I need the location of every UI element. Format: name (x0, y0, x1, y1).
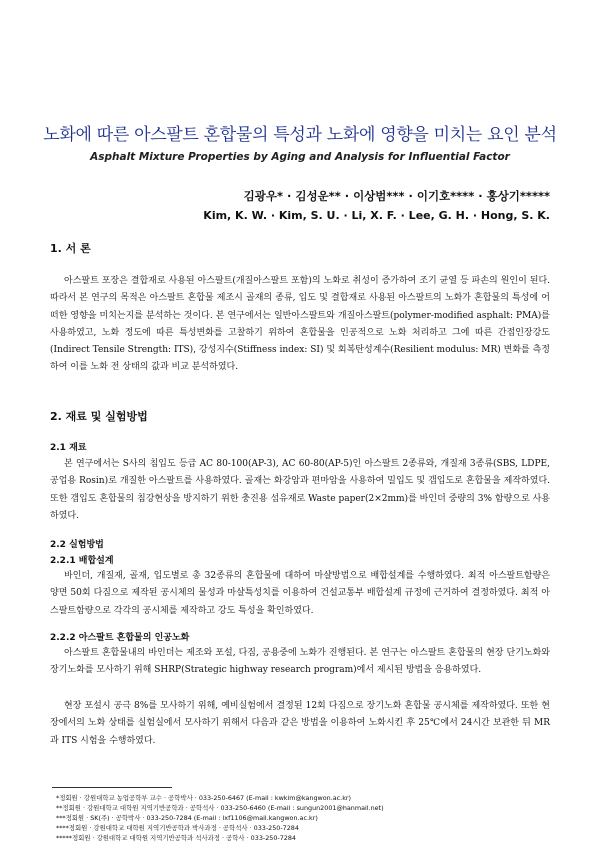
authors-korean: 김광우* · 김성운** · 이상범*** · 이기호**** · 홍상기***** (243, 189, 550, 203)
section-heading-intro: 1. 서 론 (50, 242, 91, 255)
footnote-divider (52, 787, 172, 788)
footnote-4: ****정회원 · 강원대학교 대학원 지역기반공학과 박사과정 · 공학석사 · 033-250-7284 (56, 824, 299, 833)
footnotes (56, 793, 556, 843)
intro-paragraph: 아스팔트 포장은 결합재로 사용된 아스팔트(개질아스팔트 포함)의 노화로 취성이 증가하여 조기 균열 등 파손의 원인이 된다. 따라서 본 연구의 목적은 아스팔트 혼합물 제조시 골재의 종류, 입도 및 결합재로 사용된 아스팔트의 노화가 혼합물의 특성에 어떠한 영향을 미치는지를 분석하는 것이다. 본 연구에서는 일반아스팔트와 개질아스팔트(polymer-modified asphalt: PMA)를 사용하였고, 노화 정도에 따른 특성변화를 고찰하기 위하여 혼합물을 인공적으로 노화 처리하고 그에 따른 간접인장강도(Indirect Tensile Strength: ITS), 강성지수(Stiffness index: SI) 및 회복탄성계수(Resilient modulus: MR) 변화를 측정하여 이를 노화 전 상태의 값과 비교 분석하였다. (50, 276, 550, 373)
footnote-2: **정회원 · 강원대학교 대학원 지역기반공학과 · 공학석사 · 033-250-6460 (E-mail : sungun2001@hanmail.net) (56, 804, 384, 813)
subsection-heading-aging: 2.2.2 아스팔트 혼합물의 인공노화 (50, 633, 190, 643)
title-korean: 노화에 따른 아스팔트 혼합물의 특성과 노화에 영향을 미치는 요인 분석 (43, 125, 557, 145)
subsection-heading-mix-design: 2.2.1 배합설계 (50, 556, 114, 566)
footnote-3: ***정회원 · SK(주) · 공학박사 · 033-250-7284 (E-mail : lxf1106@mail.kangwon.ac.kr) (56, 814, 318, 823)
mix-design-paragraph: 바인더, 개질재, 골재, 입도별로 총 32종류의 혼합물에 대하여 마샬방법으로 배합설계를 수행하였다. 최적 아스팔트함량은 양면 50회 다짐으로 제작된 공시체의 물성과 마샬특성치를 이용하여 건설교통부 배합설계 규정에 근거하여 결정하였다. 최적 아스팔트함량으로 각각의 공시체를 제작하고 강도 특성을 확인하였다. (50, 571, 550, 616)
footnote-1: *정회원 · 강원대학교 농업공학부 교수 · 공학박사 · 033-250-6467 (E-mail : kwkim@kangwon.ac.kr) (56, 794, 352, 802)
materials-paragraph: 본 연구에서는 S사의 침입도 등급 AC 80-100(AP-3), AC 60-80(AP-5)인 아스팔트 2종류와, 개질재 3종류(SBS, LDPE, 공업용 Rosin)로 개질한 아스팔트를 사용하였다. 골재는 화강암과 편마암을 사용하여 밀입도 및 갭입도로 혼합물을 제작하였다. 또한 갭입도 혼합물의 침강현상을 방지하기 위한 충진용 섬유재로 Waste paper(2×2mm)를 바인더 중량의 3% 함량으로 사용하였다. (50, 459, 550, 521)
subsection-heading-methods: 2.2 실험방법 (50, 540, 104, 550)
footnote-5: *****정회원 · 강원대학교 대학원 지역기반공학과 석사과정 · 공학사 · 033-250-7284 (56, 834, 296, 843)
aging-paragraph-1: 아스팔트 혼합물내의 바인더는 제조와 포설, 다짐, 공용중에 노화가 진행된다. 본 연구는 아스팔트 혼합물의 현장 단기노화와 장기노화를 모사하기 위해 SHRP(Strategic highway research program)에서 제시된 방법을 응용하였다. (50, 648, 550, 676)
authors-english: Kim, K. W. · Kim, S. U. · Li, X. F. · Lee, G. H. · Hong, S. K. (203, 209, 550, 222)
subsection-heading-materials: 2.1 재료 (50, 443, 87, 453)
aging-paragraph-2: 현장 포설시 공극 8%를 모사하기 위해, 예비실험에서 결정된 12회 다짐으로 장기노화 혼합물 공시체를 제작하였다. 또한 현장에서의 노화 상태를 실험실에서 모사하기 위해서 다음과 같은 방법을 이용하여 노화시킨 후 25℃에서 24시간 보관한 뒤 MR과 ITS 시험을 수행하였다. (50, 701, 550, 746)
section-heading-methods: 2. 재료 및 실험방법 (50, 410, 148, 423)
title-english: Asphalt Mixture Properties by Aging and Analysis for Influential Factor (90, 151, 510, 163)
